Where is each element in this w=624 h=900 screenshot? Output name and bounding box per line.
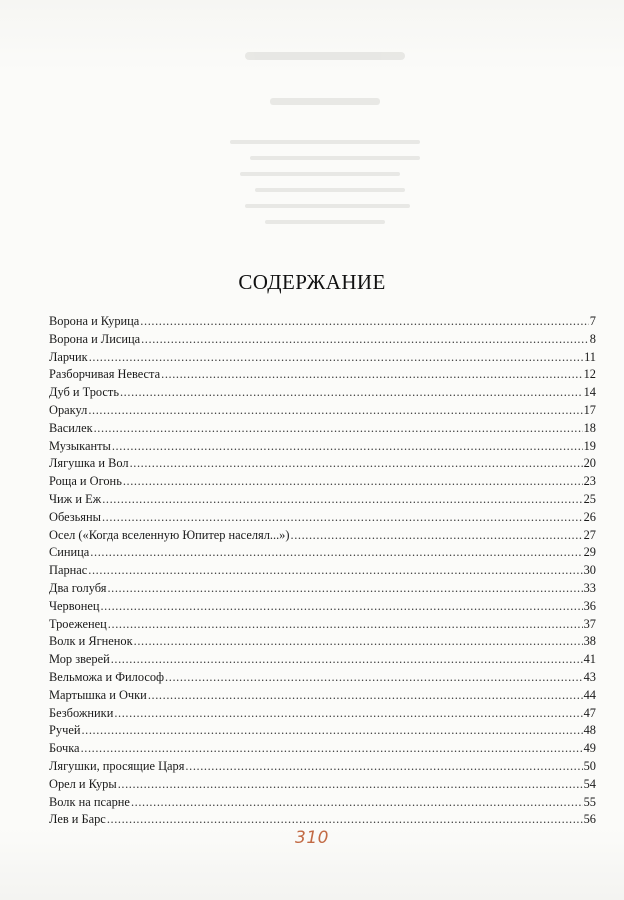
toc-entry-page: 33 [583, 580, 596, 595]
page-title: СОДЕРЖАНИЕ [238, 270, 386, 294]
dot-leader [114, 705, 582, 723]
toc-entry-title: Ворона и Курица [49, 314, 140, 328]
toc-entry-page: 8 [589, 331, 596, 346]
dot-leader [107, 811, 583, 829]
toc-entry-page: 41 [583, 652, 596, 667]
toc-entry-title: Мартышка и Очки [49, 687, 147, 702]
dot-leader [111, 651, 583, 669]
dot-leader [148, 687, 583, 705]
toc-entry-title: Волк на псарне [49, 794, 130, 809]
dot-leader [185, 758, 582, 776]
page-number: 310 [295, 828, 329, 848]
toc-entry-page: 12 [583, 367, 596, 382]
toc-entry-title: Чиж и Еж [49, 491, 102, 506]
dot-leader [102, 491, 582, 509]
toc-entry[interactable] [49, 687, 596, 705]
dot-leader [88, 402, 582, 420]
toc-entry-title: Орел и Куры [49, 776, 117, 791]
toc-entry[interactable] [49, 438, 596, 456]
toc-entry-title: Лягушка и Вол [49, 456, 129, 471]
toc-entry-title: Разборчивая Невеста [49, 367, 161, 382]
dot-leader [130, 455, 583, 473]
toc-entry[interactable] [49, 491, 596, 509]
dot-leader [107, 580, 582, 598]
dot-leader [90, 544, 582, 562]
dot-leader [112, 438, 583, 456]
toc-entry-page: 36 [583, 598, 596, 613]
toc-entry[interactable] [49, 509, 596, 527]
toc-entry-title: Синица [49, 545, 90, 560]
toc-entry-page: 44 [583, 687, 596, 702]
show-through-decoration [0, 0, 624, 260]
toc-entry[interactable] [49, 331, 596, 349]
dot-leader [120, 384, 583, 402]
toc-entry-page: 20 [583, 456, 596, 471]
toc-entry-title: Два голубя [49, 580, 107, 595]
toc-entry-title: Волк и Ягненок [49, 634, 133, 649]
toc-entry-title: Безбожники [49, 705, 114, 720]
toc-entry-page: 26 [583, 509, 596, 524]
toc-entry-page: 7 [589, 314, 596, 328]
toc-entry[interactable] [49, 598, 596, 616]
dot-leader [88, 562, 582, 580]
dot-leader [81, 740, 583, 758]
toc-entry[interactable] [49, 349, 596, 367]
toc-entry-page: 14 [583, 385, 596, 400]
toc-entry-title: Вельможа и Философ [49, 669, 165, 684]
toc-entry-title: Ручей [49, 723, 81, 738]
toc-entry-title: Роща и Огонь [49, 474, 122, 489]
toc-entry[interactable] [49, 669, 596, 687]
toc-entry[interactable] [49, 455, 596, 473]
toc-entry[interactable] [49, 527, 596, 545]
toc-entry-title: Ларчик [49, 349, 88, 364]
dot-leader [141, 331, 589, 349]
toc-entry-title: Дуб и Трость [49, 385, 119, 400]
toc-entry[interactable] [49, 366, 596, 384]
toc-entry[interactable] [49, 776, 596, 794]
toc-entry-title: Оракул [49, 402, 88, 417]
toc-entry[interactable] [49, 580, 596, 598]
dot-leader [102, 509, 583, 527]
toc-entry-page: 50 [583, 758, 596, 773]
toc-entry-title: Василек [49, 420, 93, 435]
toc-entry-title: Троеженец [49, 616, 107, 631]
toc-entry-page: 48 [583, 723, 596, 738]
toc-entry[interactable] [49, 758, 596, 776]
toc-entry[interactable] [49, 740, 596, 758]
toc-entry[interactable] [49, 651, 596, 669]
toc-entry-page: 23 [583, 474, 596, 489]
toc-entry-page: 18 [583, 420, 596, 435]
toc-entry-page: 11 [584, 349, 596, 364]
toc-entry[interactable] [49, 313, 596, 331]
dot-leader [123, 473, 583, 491]
toc-entry-page: 38 [583, 634, 596, 649]
dot-leader [108, 616, 583, 634]
toc-entry[interactable] [49, 811, 596, 829]
toc-entry[interactable] [49, 473, 596, 491]
dot-leader [140, 313, 589, 331]
toc-entry-title: Ворона и Лисица [49, 331, 141, 346]
toc-entry-page: 56 [583, 812, 596, 827]
toc-entry-page: 27 [583, 527, 596, 542]
toc-entry-page: 29 [583, 545, 596, 560]
dot-leader [131, 794, 583, 812]
toc-entry-title: Червонец [49, 598, 100, 613]
toc-entry-title: Мор зверей [49, 652, 110, 667]
toc-entry-title: Осел («Когда вселенную Юпитер населял...») [49, 527, 290, 542]
toc-entry-title: Обезьяны [49, 509, 101, 524]
toc-entry[interactable] [49, 633, 596, 651]
toc-entry-title: Бочка [49, 741, 80, 756]
toc-entry-page: 37 [583, 616, 596, 631]
dot-leader [291, 527, 583, 545]
toc-entry-page: 55 [583, 794, 596, 809]
toc-entry[interactable] [49, 705, 596, 723]
toc-entry-page: 49 [583, 741, 596, 756]
toc-entry-title: Музыканты [49, 438, 111, 453]
dot-leader [134, 633, 583, 651]
toc-entry-page: 47 [583, 705, 596, 720]
dot-leader [94, 420, 583, 438]
toc-entry[interactable] [49, 616, 596, 634]
dot-leader [118, 776, 583, 794]
toc-entry[interactable] [49, 562, 596, 580]
toc-entry-page: 25 [583, 491, 596, 506]
toc-entry[interactable] [49, 420, 596, 438]
toc-entry[interactable] [49, 402, 596, 420]
toc-entry[interactable] [49, 384, 596, 402]
toc-entry-title: Лев и Барс [49, 812, 106, 827]
toc-entry-page: 19 [583, 438, 596, 453]
dot-leader [165, 669, 583, 687]
dot-leader [100, 598, 582, 616]
toc-entry[interactable] [49, 544, 596, 562]
dot-leader [81, 722, 582, 740]
table-of-contents [49, 313, 596, 829]
toc-entry-page: 17 [583, 402, 596, 417]
toc-entry-page: 43 [583, 669, 596, 684]
toc-entry[interactable] [49, 722, 596, 740]
toc-entry-title: Лягушки, просящие Царя [49, 758, 185, 773]
dot-leader [161, 366, 582, 384]
toc-entry[interactable] [49, 794, 596, 812]
toc-entry-page: 54 [583, 776, 596, 791]
toc-entry-page: 30 [583, 563, 596, 578]
dot-leader [89, 349, 583, 367]
toc-entry-title: Парнас [49, 563, 88, 578]
